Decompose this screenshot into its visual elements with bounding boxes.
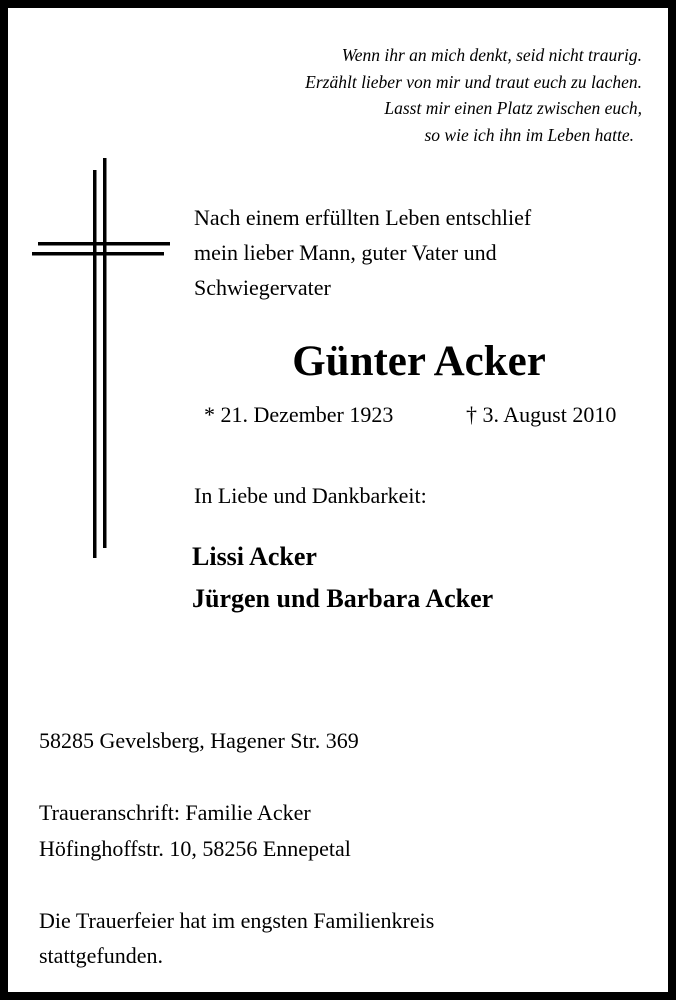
home-address: 58285 Gevelsberg, Hagener Str. 369 [39,728,359,753]
ceremony-note [39,903,434,973]
cross-horizontal-bar-top [38,242,170,246]
memorial-poem [305,42,642,148]
intro-line: Schwiegervater [194,275,331,300]
deceased-name: Günter Acker [292,338,546,385]
thanks-line: In Liebe und Dankbarkeit: [194,483,427,508]
mourning-address-line: Traueranschrift: Familie Acker [39,800,311,825]
survivor-name: Jürgen und Barbara Acker [192,584,494,613]
birth-date: * 21. Dezember 1923 [204,402,394,427]
intro-text [194,200,531,305]
mourning-address-line: Höfinghoffstr. 10, 58256 Ennepetal [39,836,351,861]
ceremony-line: stattgefunden. [39,943,164,968]
death-date: † 3. August 2010 [466,402,617,427]
intro-line: Nach einem erfüllten Leben entschlief [194,205,532,230]
poem-line: Lasst mir einen Platz zwischen euch, [384,98,642,118]
mourning-address [39,795,351,867]
intro-line: mein lieber Mann, guter Vater und [194,240,497,265]
survivors-list [192,536,493,620]
cross-horizontal-bar-bottom [32,252,164,256]
ceremony-line: Die Trauerfeier hat im engsten Familienkreis [39,908,435,933]
poem-line: so wie ich ihn im Leben hatte. [424,124,634,145]
poem-line: Wenn ihr an mich denkt, seid nicht traurig. [341,45,642,65]
poem-line: Erzählt lieber von mir und traut euch zu lachen. [305,71,642,92]
survivor-name: Lissi Acker [192,542,317,571]
